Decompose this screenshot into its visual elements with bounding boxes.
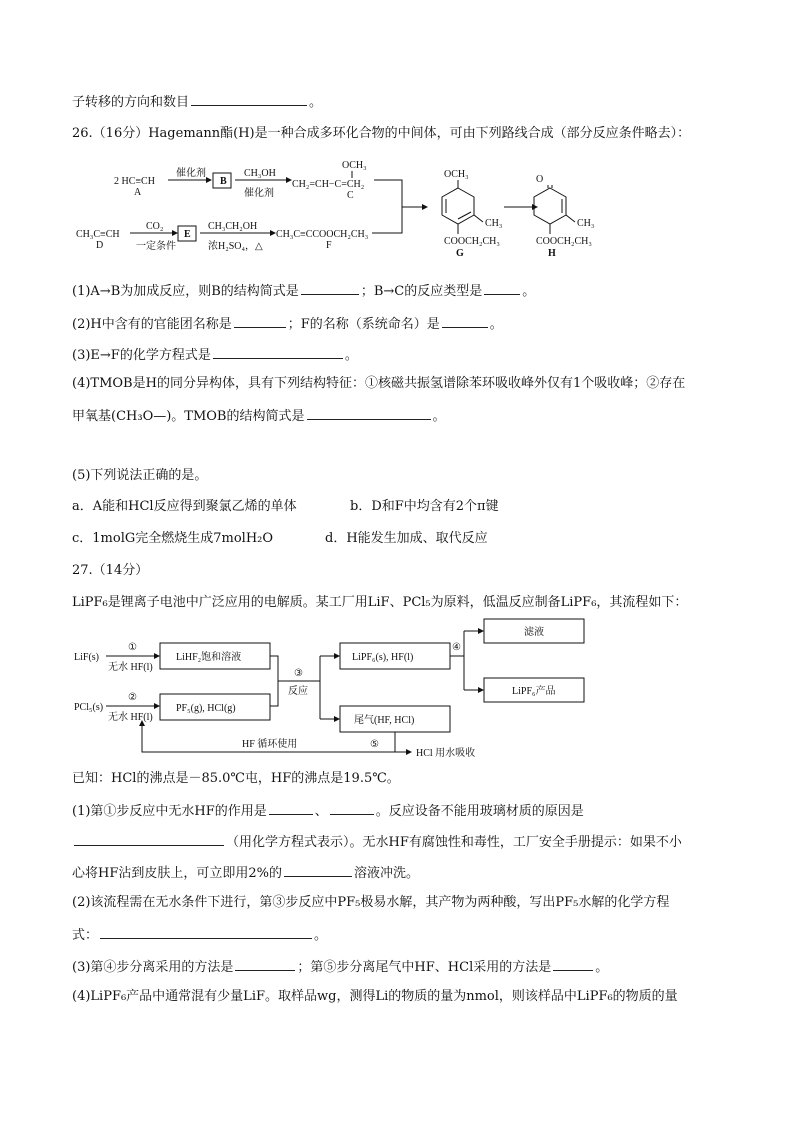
answer-blank[interactable] — [100, 925, 312, 939]
filtrate-label: 滤液 — [524, 627, 544, 638]
q27-part1-line1: (1)第①步反应中无水HF的作用是 、 。反应设备不能用玻璃材质的原因是 — [72, 801, 584, 821]
arrow4-condition: 浓H₂SO₄，△ — [208, 241, 263, 252]
q26-option-c: c．1molG完全燃烧生成7molH₂O — [72, 531, 274, 546]
hcl-absorb-label: HCl 用水吸收 — [416, 748, 476, 759]
compound-f-formula: CH₃C≡CCOOCH₂CH₃ — [276, 229, 369, 240]
intro-line: 子转移的方向和数目 。 — [72, 92, 322, 112]
step5-marker: ⑤ — [370, 739, 379, 750]
compound-c-label: C — [347, 190, 354, 201]
step1-marker: ① — [128, 642, 137, 653]
q26-option-a: a．A能和HCl反应得到聚氯乙烯的单体 — [72, 499, 297, 514]
product-label: LiPF₆产品 — [512, 686, 556, 697]
arrow4-reagent: CH₃CH₂OH — [208, 221, 258, 232]
process-flowchart — [72, 614, 592, 764]
q26-option-d: d．H能发生加成、取代反应 — [325, 531, 488, 546]
answer-blank[interactable] — [284, 863, 352, 877]
compound-g-methoxy: OCH₃ — [444, 169, 469, 180]
answer-blank[interactable] — [213, 345, 343, 359]
q27-part4: (4)LiPF₆产品中通常混有少量LiF。取样品wg，测得Li的物质的量为nmol，则该样品中LiPF₆的物质的量 — [72, 989, 678, 1004]
q26-part5: (5)下列说法正确的是。 — [72, 468, 208, 483]
answer-blank[interactable] — [235, 957, 295, 971]
answer-blank[interactable] — [234, 314, 286, 328]
box2-label: PF₅(g), HCl(g) — [176, 703, 236, 714]
q27-part1-line2: （用化学方程式表示）。无水HF有腐蚀性和毒性，工厂安全手册提示：如果不小 — [72, 832, 682, 852]
q27-part3: (3)第④步分离采用的方法是 ；第⑤步分离尾气中HF、HCl采用的方法是 。 — [72, 957, 608, 977]
answer-blank[interactable] — [74, 832, 224, 846]
answer-blank[interactable] — [553, 957, 593, 971]
compound-g-label: G — [456, 248, 464, 259]
compound-c-substituent: OCH₃ — [342, 160, 367, 171]
compound-g-methyl: CH₃ — [485, 218, 503, 229]
box1-label: LiHF₂饱和溶液 — [176, 652, 242, 663]
q27-part1-line3: 心将HF沾到皮肤上，可立即用2%的 溶液冲洗。 — [72, 863, 419, 883]
hf-input-2: 无水 HF(l) — [108, 712, 153, 723]
step2-marker: ② — [128, 692, 137, 703]
compound-h-methyl: CH₃ — [577, 218, 595, 229]
arrow3-reagent: CO₂ — [146, 221, 164, 232]
compound-e-box-label: E — [184, 229, 191, 240]
compound-d-formula: CH₃C≡CH — [76, 229, 120, 240]
q26-part4-line2: 甲氧基(CH₃O—)。TMOB的结构简式是 。 — [72, 406, 446, 426]
arrow2-condition: 催化剂 — [244, 188, 274, 199]
compound-h-label: H — [548, 248, 556, 259]
compound-c-formula: CH₂=CH−C=CH₂ — [292, 179, 365, 190]
q27-header: 27.（14分） — [72, 563, 149, 578]
arrow1-condition: 催化剂 — [176, 168, 206, 179]
q26-part1: (1)A→B为加成反应，则B的结构简式是 ；B→C的反应类型是 。 — [72, 281, 535, 301]
compound-f-label: F — [326, 240, 332, 251]
q27-intro: LiPF₆是锂离子电池中广泛应用的电解质。某工厂用LiF、PCl₅为原料，低温反应制备LiPF₆，其流程如下： — [72, 595, 688, 610]
q27-part2-line2: 式： 。 — [72, 925, 327, 945]
arrow3-condition: 一定条件 — [136, 241, 176, 252]
answer-blank[interactable] — [307, 406, 431, 420]
answer-blank[interactable] — [330, 801, 374, 815]
step4-marker: ④ — [452, 642, 461, 653]
q26-header: 26.（16分）Hagemann酯(H)是一种合成多环化合物的中间体，可由下列路线合成（部分反应条件略去）： — [72, 126, 691, 141]
compound-a-label: A — [134, 187, 142, 198]
q27-known: 已知：HCl的沸点是－85.0℃屯，HF的沸点是19.5℃。 — [72, 771, 400, 786]
compound-h-oxo: O — [536, 174, 544, 185]
merge-bracket — [372, 180, 402, 233]
compound-g-ester: COOCH₂CH₃ — [444, 236, 500, 247]
compound-a-formula: 2 HC≡CH — [114, 176, 155, 187]
answer-blank[interactable] — [269, 801, 313, 815]
reaction-label: 反应 — [288, 686, 308, 697]
synthesis-scheme — [72, 152, 632, 264]
q26-part2: (2)H中含有的官能团名称是 ；F的名称（系统命名）是 。 — [72, 314, 503, 334]
q26-part3: (3)E→F的化学方程式是 。 — [72, 345, 358, 365]
answer-blank[interactable] — [484, 281, 520, 295]
q26-part4-line1: (4)TMOB是H的同分异构体，具有下列结构特征：①核磁共振氢谱除苯环吸收峰外仅有1个吸收峰；②存在 — [72, 376, 686, 391]
q26-option-b: b．D和F中均含有2个π键 — [350, 499, 499, 514]
lif-label: LiF(s) — [74, 652, 99, 663]
tail-gas-label: 尾气(HF, HCl) — [354, 715, 415, 726]
hf-recycle-label: HF 循环使用 — [242, 739, 298, 750]
box3-label: LiPF₆(s), HF(l) — [352, 652, 414, 663]
answer-blank[interactable] — [301, 281, 359, 295]
compound-d-label: D — [96, 240, 104, 251]
step3-marker: ③ — [294, 668, 303, 679]
compound-h-ring — [534, 188, 566, 224]
answer-blank[interactable] — [442, 314, 488, 328]
compound-h-ester: COOCH₂CH₃ — [536, 236, 592, 247]
hf-input-1: 无水 HF(l) — [108, 662, 153, 673]
q27-part2-line1: (2)该流程需在无水条件下进行，第③步反应中PF₅极易水解，其产物为两种酸，写出PF₅水解的化学方程 — [72, 895, 670, 910]
pcl5-label: PCl₅(s) — [74, 702, 104, 713]
answer-blank[interactable] — [191, 92, 307, 106]
arrow2-reagent: CH₃OH — [244, 168, 276, 179]
compound-b-box-label: B — [220, 176, 227, 187]
